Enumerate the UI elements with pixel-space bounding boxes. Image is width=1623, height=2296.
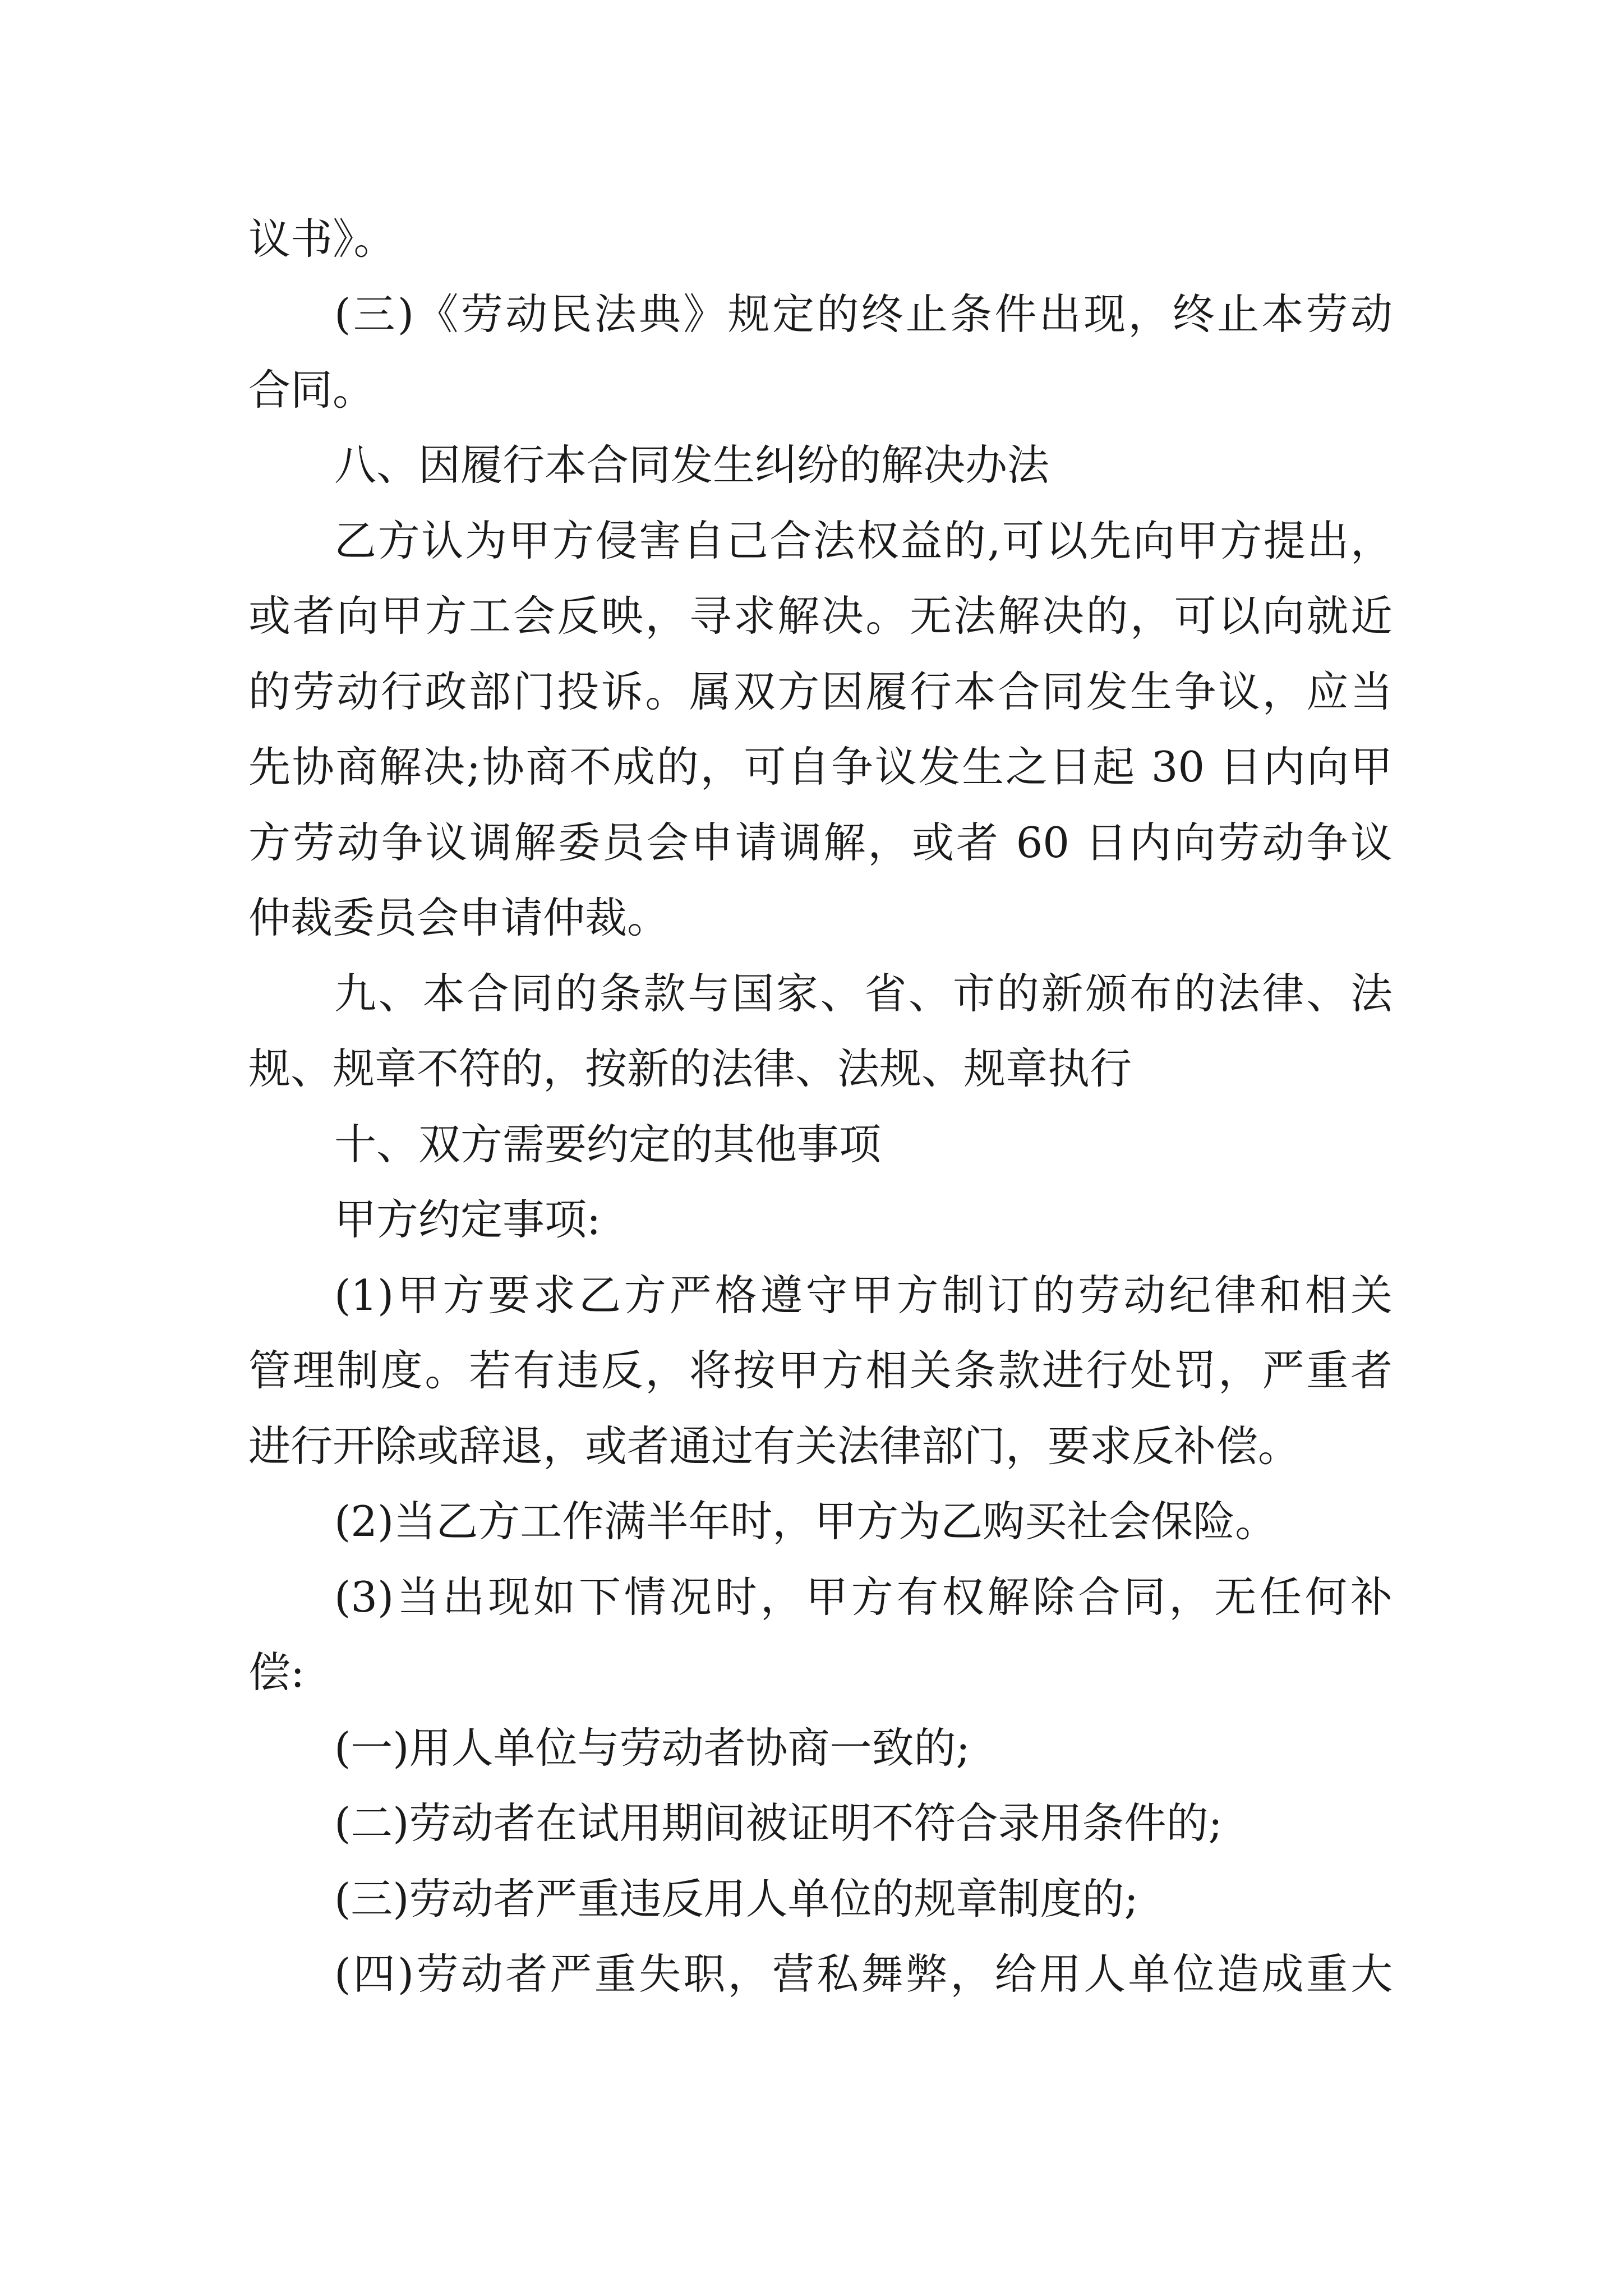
text-line: 甲方约定事项: bbox=[334, 1195, 601, 1244]
text-line: 进行开除或辞退，或者通过有关法律部门，要求反补偿。 bbox=[248, 1421, 1301, 1471]
list-item: (二)劳动者在试用期间被证明不符合录用条件的; bbox=[334, 1798, 1223, 1848]
text-line: 偿: bbox=[248, 1648, 305, 1697]
text-line: 的劳动行政部门投诉。属双方因履行本合同发生争议，应当 bbox=[248, 667, 1393, 716]
text-line: 先协商解决;协商不成的，可自争议发生之日起 30 日内向甲 bbox=[248, 742, 1393, 792]
section-heading: 十、双方需要约定的其他事项 bbox=[334, 1120, 882, 1169]
text-line: 或者向甲方工会反映，寻求解决。无法解决的，可以向就近 bbox=[248, 591, 1393, 641]
list-item: (一)用人单位与劳动者协商一致的; bbox=[334, 1723, 970, 1773]
list-item: (2)当乙方工作满半年时，甲方为乙购买社会保险。 bbox=[334, 1497, 1278, 1546]
section-heading: 九、本合同的条款与国家、省、市的新颁布的法律、法 bbox=[334, 969, 1393, 1018]
text-line: 方劳动争议调解委员会申请调解，或者 60 日内向劳动争议 bbox=[248, 818, 1393, 867]
list-item: (三)劳动者严重违反用人单位的规章制度的; bbox=[334, 1874, 1138, 1924]
list-item: (1)甲方要求乙方严格遵守甲方制订的劳动纪律和相关 bbox=[334, 1271, 1393, 1320]
text-line: 合同。 bbox=[248, 365, 375, 415]
text-line: (三)《劳动民法典》规定的终止条件出现，终止本劳动 bbox=[334, 289, 1393, 339]
list-item: (四)劳动者严重失职，营私舞弊，给用人单位造成重大 bbox=[334, 1949, 1393, 1999]
text-line: 管理制度。若有违反，将按甲方相关条款进行处罚，严重者 bbox=[248, 1346, 1393, 1395]
section-heading: 八、因履行本合同发生纠纷的解决办法 bbox=[334, 440, 1050, 490]
text-line: 议书》。 bbox=[248, 214, 396, 264]
text-line: 仲裁委员会申请仲裁。 bbox=[248, 893, 670, 942]
text-line: 乙方认为甲方侵害自己合法权益的,可以先向甲方提出， bbox=[334, 516, 1393, 565]
list-item: (3)当出现如下情况时，甲方有权解除合同，无任何补 bbox=[334, 1572, 1393, 1622]
text-line: 规、规章不符的，按新的法律、法规、规章执行 bbox=[248, 1044, 1132, 1093]
